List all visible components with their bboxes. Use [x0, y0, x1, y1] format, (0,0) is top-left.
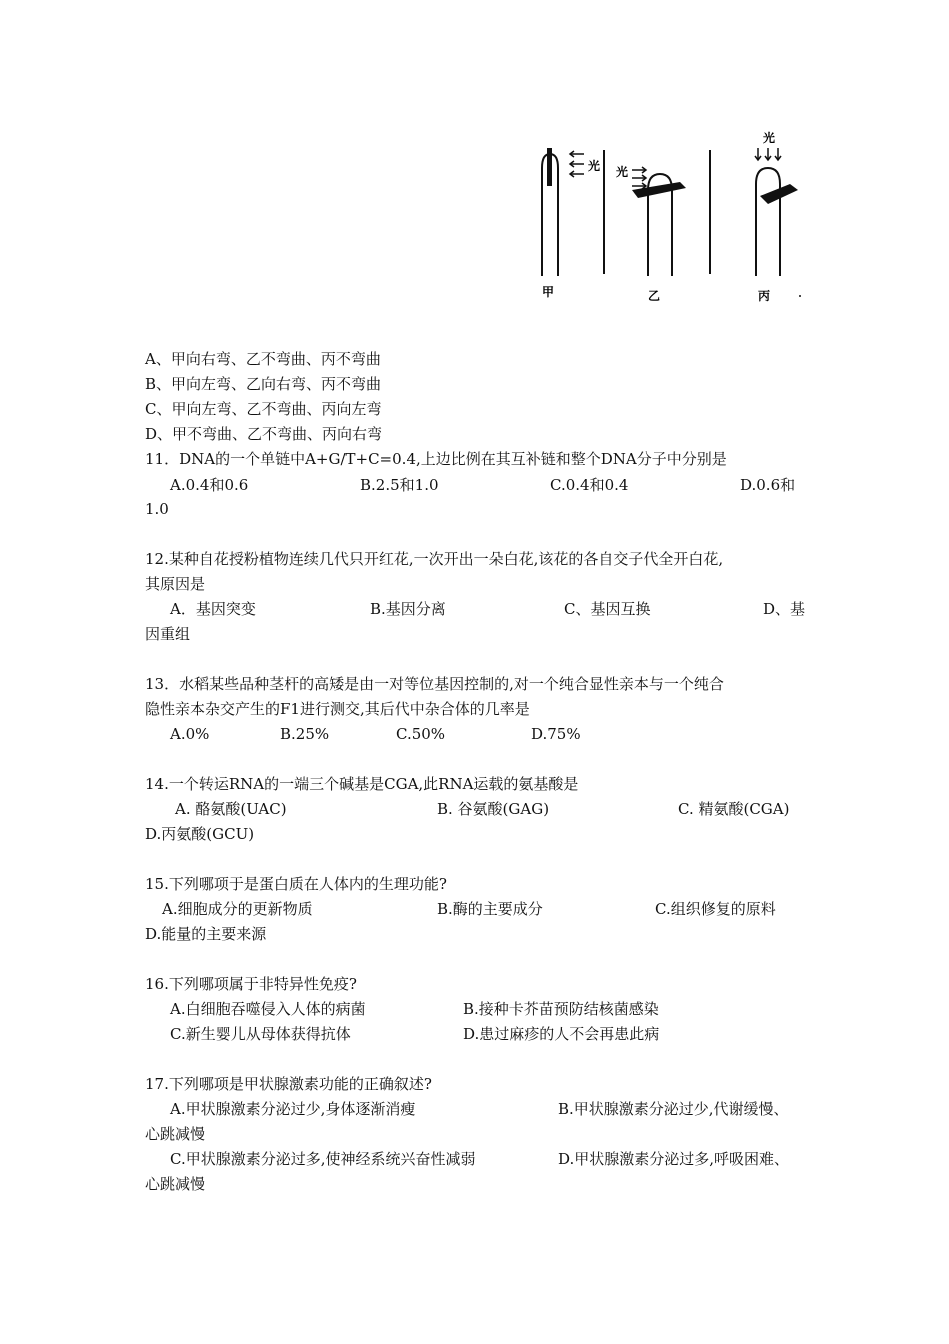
light-label-a: 光: [588, 159, 601, 173]
q12-stem-line1: 12.某种自花授粉植物连续几代只开红花,一次开出一朵白花,该花的各自交子代全开白花,: [145, 550, 724, 568]
q15-option-b: B.酶的主要成分: [437, 900, 543, 918]
coleoptile-b: [632, 174, 686, 276]
light-arrows-a: [570, 151, 584, 177]
q16-option-d: D.患过麻疹的人不会再患此病: [463, 1025, 660, 1043]
coleoptile-c: [756, 168, 798, 276]
q12-option-b: B.基因分离: [370, 600, 446, 618]
q17-stem: 17.下列哪项是甲状腺激素功能的正确叙述?: [145, 1075, 432, 1093]
q12-option-a: A．基因突变: [170, 600, 256, 618]
label-a: 甲: [542, 285, 555, 299]
light-label-c: 光: [763, 131, 776, 145]
label-c: 丙: [758, 289, 771, 303]
q13-option-c: C.50%: [396, 725, 446, 743]
q17-option-d: D.甲状腺激素分泌过多,呼吸困难、: [558, 1150, 790, 1168]
q15-option-c: C.组织修复的原料: [655, 900, 776, 918]
q16-option-c: C.新生婴儿从母体获得抗体: [170, 1025, 351, 1043]
coleoptile-diagram: [520, 118, 820, 318]
q10-option-a: A、甲向右弯、乙不弯曲、丙不弯曲: [145, 350, 381, 368]
q14-stem: 14.一个转运RNA的一端三个碱基是CGA,此RNA运载的氨基酸是: [145, 775, 579, 793]
q17-option-d-cont: 心跳减慢: [145, 1175, 206, 1193]
light-arrows-c: [755, 148, 781, 160]
q14-option-b: B. 谷氨酸(GAG): [437, 800, 550, 818]
q10-option-b: B、甲向左弯、乙向右弯、丙不弯曲: [145, 375, 382, 393]
q15-stem: 15.下列哪项于是蛋白质在人体内的生理功能?: [145, 875, 447, 893]
q17-option-b: B.甲状腺激素分泌过少,代谢缓慢、: [558, 1100, 789, 1118]
q12-option-c: C、基因互换: [564, 600, 651, 618]
q10-option-d: D、甲不弯曲、乙不弯曲、丙向右弯: [145, 425, 383, 443]
q11-option-d-cont: 1.0: [145, 500, 169, 518]
q17-option-c: C.甲状腺激素分泌过多,使神经系统兴奋性减弱: [170, 1150, 476, 1168]
q10-option-c: C、甲向左弯、乙不弯曲、丙向左弯: [145, 400, 382, 418]
q13-option-a: A.0%: [170, 725, 210, 743]
q16-option-a: A.白细胞吞噬侵入人体的病菌: [170, 1000, 366, 1018]
q13-option-b: B.25%: [280, 725, 330, 743]
q11-option-c: C.0.4和0.4: [550, 476, 629, 494]
q11-stem: 11．DNA的一个单链中A+G/T+C=0.4,上边比例在其互补链和整个DNA分子中分别是: [145, 450, 727, 468]
q12-option-d-cont: 因重组: [145, 625, 191, 643]
dot: [799, 295, 801, 297]
q11-option-d: D.0.6和: [740, 476, 796, 494]
q14-option-a: A. 酪氨酸(UAC): [175, 800, 287, 818]
q13-stem-line1: 13．水稻某些品种茎杆的高矮是由一对等位基因控制的,对一个纯合显性亲本与一个纯合: [145, 675, 724, 693]
label-b: 乙: [648, 289, 661, 303]
q17-option-a: A.甲状腺激素分泌过少,身体逐渐消瘦: [170, 1100, 416, 1118]
coleoptile-a: [542, 148, 558, 276]
q17-option-b-cont: 心跳减慢: [145, 1125, 206, 1143]
q14-option-c: C. 精氨酸(CGA): [678, 800, 790, 818]
q11-option-a: A.0.4和0.6: [170, 476, 249, 494]
q15-option-a: A.细胞成分的更新物质: [162, 900, 313, 918]
q12-option-d: D、基: [763, 600, 806, 618]
light-arrows-b: [632, 167, 646, 189]
q16-option-b: B.接种卡芥苗预防结核菌感染: [463, 1000, 659, 1018]
coleoptile-figure: [520, 118, 820, 318]
q11-option-b: B.2.5和1.0: [360, 476, 439, 494]
q16-stem: 16.下列哪项属于非特异性免疫?: [145, 975, 357, 993]
light-label-b: 光: [616, 165, 629, 179]
q13-stem-line2: 隐性亲本杂交产生的F1进行测交,其后代中杂合体的几率是: [145, 700, 530, 718]
q14-option-d: D.丙氨酸(GCU): [145, 825, 255, 843]
q15-option-d: D.能量的主要来源: [145, 925, 267, 943]
q13-option-d: D.75%: [531, 725, 581, 743]
q12-stem-line2: 其原因是: [145, 575, 206, 593]
